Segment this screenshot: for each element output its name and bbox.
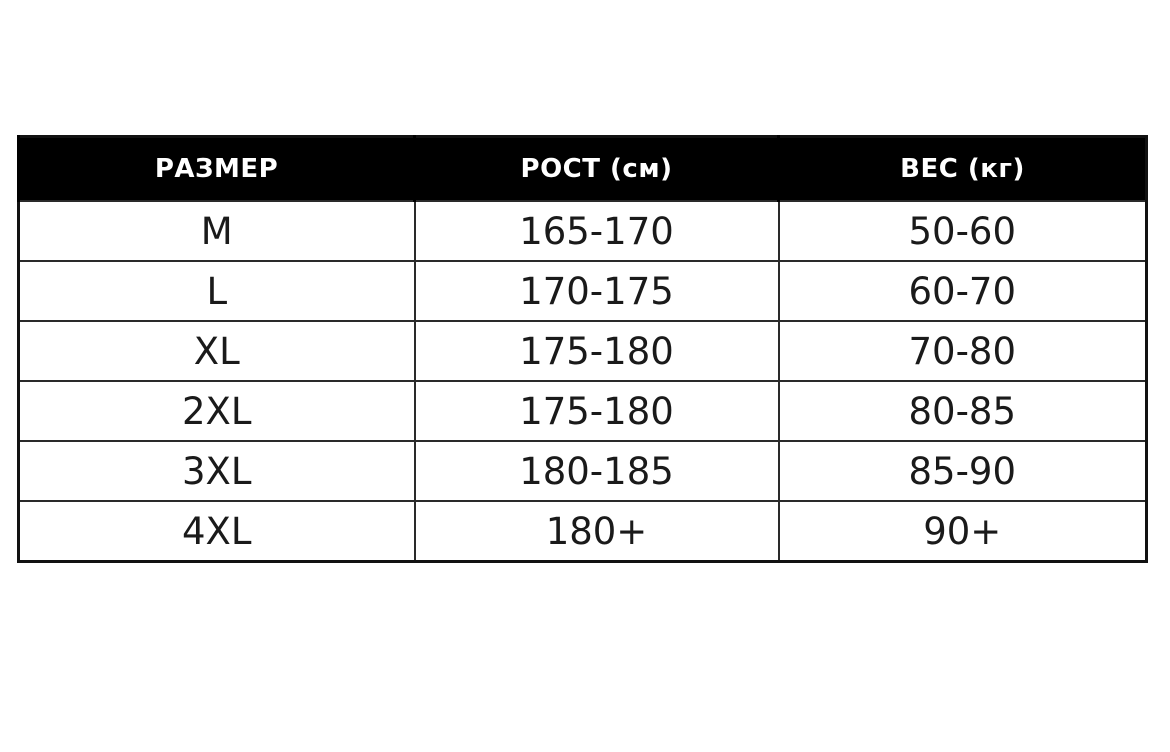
header-size: РАЗМЕР	[19, 137, 415, 202]
size-cell: 4XL	[19, 501, 415, 562]
weight-cell: 80-85	[779, 381, 1147, 441]
weight-cell: 60-70	[779, 261, 1147, 321]
size-cell: 3XL	[19, 441, 415, 501]
height-cell: 175-180	[415, 381, 779, 441]
header-height: РОСТ (см)	[415, 137, 779, 202]
header-row	[19, 137, 1147, 202]
height-cell: 180+	[415, 501, 779, 562]
table-row	[19, 381, 1147, 441]
height-cell: 170-175	[415, 261, 779, 321]
weight-cell: 85-90	[779, 441, 1147, 501]
size-cell: M	[19, 201, 415, 261]
table-row	[19, 201, 1147, 261]
size-cell: XL	[19, 321, 415, 381]
height-cell: 175-180	[415, 321, 779, 381]
header-weight: ВЕС (кг)	[779, 137, 1147, 202]
size-cell: 2XL	[19, 381, 415, 441]
table-row	[19, 321, 1147, 381]
weight-cell: 50-60	[779, 201, 1147, 261]
table-row	[19, 261, 1147, 321]
size-cell: L	[19, 261, 415, 321]
table-row	[19, 501, 1147, 562]
height-cell: 165-170	[415, 201, 779, 261]
weight-cell: 70-80	[779, 321, 1147, 381]
table-row	[19, 441, 1147, 501]
size-chart-table	[17, 135, 1148, 563]
height-cell: 180-185	[415, 441, 779, 501]
weight-cell: 90+	[779, 501, 1147, 562]
